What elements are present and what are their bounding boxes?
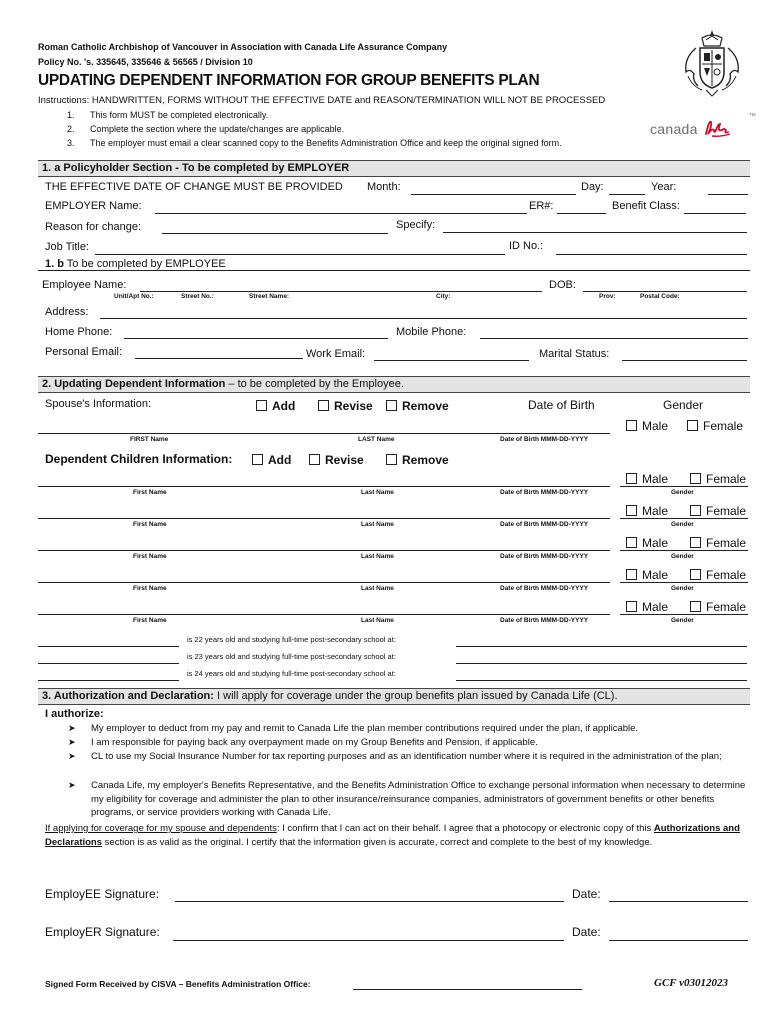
id-no-field[interactable] — [556, 254, 747, 255]
mobile-phone-label: Mobile Phone: — [396, 326, 467, 338]
checkbox-label: Male — [642, 504, 669, 518]
checkbox-icon — [252, 454, 263, 465]
dob-caption: Date of Birth MMM-DD-YYYY — [500, 521, 589, 528]
checkbox-label: Female — [703, 419, 744, 433]
last-name-caption: Last Name — [361, 489, 394, 496]
date-of-birth-header: Date of Birth — [528, 398, 595, 412]
logo-tm: TM — [749, 112, 756, 117]
first-name-caption: First Name — [133, 489, 167, 496]
section3-header — [38, 688, 750, 705]
child-name-field[interactable] — [38, 582, 610, 583]
checkbox-label: Male — [642, 536, 669, 550]
step-1 — [67, 110, 269, 120]
bullet-arrow-icon: ➤ — [68, 723, 76, 733]
postal-code-label: Postal Code: — [640, 293, 680, 300]
address-field[interactable] — [100, 318, 747, 319]
last-name-caption: LAST Name — [358, 436, 395, 443]
gender-caption: Gender — [671, 489, 694, 496]
section3-title — [42, 690, 618, 702]
reason-field[interactable] — [162, 233, 388, 234]
student-name-field[interactable] — [38, 680, 179, 681]
personal-email-field[interactable] — [135, 358, 303, 359]
first-name-caption: First Name — [133, 553, 167, 560]
last-name-caption: Last Name — [361, 521, 394, 528]
city-label: City: — [436, 293, 451, 300]
child-female-checkbox[interactable] — [690, 600, 746, 614]
dob-field[interactable] — [583, 291, 747, 292]
section2-title-bold: 2. Updating Dependent Information — [42, 378, 226, 390]
employee-date-label: Date: — [572, 887, 601, 901]
child-name-field[interactable] — [38, 550, 610, 551]
month-label: Month: — [367, 181, 401, 193]
archdiocese-crest-icon — [676, 28, 748, 100]
step-3 — [67, 138, 562, 148]
bullet-arrow-icon: ➤ — [68, 780, 76, 790]
student-age-label: is 23 years old and studying full-time post-secondary school at: — [187, 652, 396, 661]
dob-caption: Date of Birth MMM-DD-YYYY — [500, 436, 589, 443]
checkbox-icon — [626, 473, 637, 484]
street-name-label: Street Name: — [249, 293, 290, 300]
child-female-checkbox[interactable] — [690, 536, 746, 550]
declaration-end: section is as valid as the original. I certify that the information given is accurate, correct and complete to the best of my knowledge. — [102, 836, 653, 848]
spouse-declaration — [45, 822, 749, 849]
section1-title: 1. a Policyholder Section - To be completed by EMPLOYER — [42, 162, 350, 174]
checkbox-icon — [309, 454, 320, 465]
spouse-name-field[interactable] — [38, 433, 610, 434]
child-male-checkbox[interactable] — [626, 504, 668, 518]
spouse-remove-checkbox[interactable] — [386, 399, 449, 413]
year-label: Year: — [651, 181, 677, 193]
checkbox-icon — [386, 400, 397, 411]
section2-title-rest: – to be completed by the Employee. — [225, 378, 404, 390]
employer-date-label: Date: — [572, 925, 601, 939]
student-school-field[interactable] — [456, 663, 747, 664]
benefit-class-field[interactable] — [684, 213, 746, 214]
step-text: Complete the section where the update/changes are applicable. — [90, 124, 345, 134]
child-gender-field[interactable] — [620, 614, 748, 615]
unit-label: Unit/Apt No.: — [114, 293, 154, 300]
employer-date-field[interactable] — [609, 940, 748, 941]
dob-label: DOB: — [549, 279, 576, 291]
authorize-bullet-4: Canada Life, my employer's Benefits Representative, and the Benefits Administration Office to exchange personal information when necessary to determine my eligibility for coverage and administer the plan to other insurance/reinsurance companies, administrators of government benefits or other benefits programs, or service providers working with Canada Life. — [91, 780, 746, 818]
spouse-add-checkbox[interactable] — [256, 399, 295, 413]
address-label: Address: — [45, 306, 89, 318]
employee-name-field[interactable] — [140, 291, 542, 292]
checkbox-label: Male — [642, 419, 669, 433]
authorize-bullet-2: I am responsible for paying back any overpayment made on my Group Benefits and Pension, if applicable. — [91, 737, 538, 748]
logo-mark-icon — [702, 118, 732, 136]
dob-caption: Date of Birth MMM-DD-YYYY — [500, 489, 589, 496]
step-2 — [67, 124, 345, 134]
employee-name-label: Employee Name: — [42, 279, 127, 291]
employer-name-field[interactable] — [155, 213, 527, 214]
checkbox-label: Revise — [334, 399, 373, 413]
home-phone-field[interactable] — [124, 338, 388, 339]
checkbox-label: Remove — [402, 453, 449, 467]
personal-email-label: Personal Email: — [45, 346, 123, 358]
child-female-checkbox[interactable] — [690, 504, 746, 518]
child-gender-field[interactable] — [620, 518, 748, 519]
day-label: Day: — [581, 181, 604, 193]
spouse-revise-checkbox[interactable] — [318, 399, 373, 413]
first-name-caption: FIRST Name — [130, 436, 169, 443]
spouse-male-checkbox[interactable] — [626, 419, 668, 433]
checkbox-icon — [318, 400, 329, 411]
child-gender-field[interactable] — [620, 486, 748, 487]
checkbox-icon — [690, 601, 701, 612]
er-num-field[interactable] — [557, 213, 606, 214]
checkbox-icon — [256, 400, 267, 411]
dob-caption: Date of Birth MMM-DD-YYYY — [500, 617, 589, 624]
gender-caption: Gender — [671, 585, 694, 592]
job-title-label: Job Title: — [45, 241, 90, 253]
first-name-caption: First Name — [133, 585, 167, 592]
checkbox-label: Male — [642, 568, 669, 582]
checkbox-icon — [386, 454, 397, 465]
sub-prefix: 1. — [45, 258, 55, 270]
child-male-checkbox[interactable] — [626, 600, 668, 614]
specify-field[interactable] — [443, 232, 747, 233]
job-title-field[interactable] — [95, 254, 505, 255]
reason-label: Reason for change: — [45, 221, 142, 233]
checkbox-label: Female — [706, 536, 747, 550]
received-label: Signed Form Received by CISVA – Benefits Administration Office: — [45, 979, 311, 989]
section2-header — [38, 376, 750, 393]
step-num: 2. — [67, 124, 75, 134]
child-female-checkbox[interactable] — [690, 472, 746, 486]
bullet-arrow-icon: ➤ — [68, 737, 76, 747]
received-field[interactable] — [353, 989, 582, 990]
declaration-rest: : I confirm that I can act on their behalf. I agree that a photocopy or electronic copy of this — [276, 823, 654, 834]
student-school-field[interactable] — [456, 646, 747, 647]
year-field[interactable] — [708, 194, 748, 195]
checkbox-icon — [690, 569, 701, 580]
bullet-arrow-icon: ➤ — [68, 751, 76, 761]
id-no-label: ID No.: — [509, 240, 544, 252]
declaration-underlined: If applying for coverage for my spouse and dependents — [45, 823, 277, 834]
first-name-caption: First Name — [133, 617, 167, 624]
work-email-label: Work Email: — [306, 348, 366, 360]
checkbox-label: Revise — [325, 453, 364, 467]
employee-signature-label: EmployEE Signature: — [45, 887, 160, 901]
spouse-info-label: Spouse's Information: — [45, 398, 152, 410]
child-male-checkbox[interactable] — [626, 536, 668, 550]
children-info-label: Dependent Children Information: — [45, 452, 233, 466]
student-name-field[interactable] — [38, 646, 179, 647]
gender-caption: Gender — [671, 617, 694, 624]
day-field[interactable] — [609, 194, 645, 195]
org-line: Roman Catholic Archbishop of Vancouver in Association with Canada Life Assurance Company — [38, 42, 448, 52]
authorize-bullet-1: My employer to deduct from my pay and remit to Canada Life the plan member contributions required under the plan, if applicable. — [91, 723, 639, 734]
last-name-caption: Last Name — [361, 553, 394, 560]
student-name-field[interactable] — [38, 663, 179, 664]
dob-caption: Date of Birth MMM-DD-YYYY — [500, 585, 589, 592]
student-age-label: is 24 years old and studying full-time post-secondary school at: — [187, 669, 396, 678]
sub-bold: b — [57, 258, 64, 270]
step-text: This form MUST be completed electronically. — [90, 110, 269, 120]
child-gender-field[interactable] — [620, 582, 748, 583]
last-name-caption: Last Name — [361, 585, 394, 592]
checkbox-label: Male — [642, 472, 669, 486]
checkbox-icon — [690, 505, 701, 516]
logo-text: canada — [650, 121, 698, 137]
spouse-female-checkbox[interactable] — [687, 419, 743, 433]
step-num: 1. — [67, 110, 75, 120]
month-field[interactable] — [411, 194, 576, 195]
children-revise-checkbox[interactable] — [309, 453, 364, 467]
mobile-phone-field[interactable] — [480, 338, 748, 339]
student-school-field[interactable] — [456, 680, 747, 681]
canada-life-logo — [650, 112, 756, 140]
child-name-field[interactable] — [38, 614, 610, 615]
checkbox-icon — [626, 601, 637, 612]
checkbox-label: Female — [706, 568, 747, 582]
marital-status-field[interactable] — [622, 360, 747, 361]
marital-status-label: Marital Status: — [539, 348, 610, 360]
checkbox-icon — [626, 569, 637, 580]
specify-label: Specify: — [396, 219, 436, 231]
checkbox-icon — [626, 505, 637, 516]
checkbox-label: Female — [706, 504, 747, 518]
employee-date-field[interactable] — [609, 901, 748, 902]
form-version: GCF v03012023 — [654, 977, 729, 989]
gender-caption: Gender — [671, 521, 694, 528]
employer-signature-field[interactable] — [173, 940, 564, 941]
checkbox-label: Female — [706, 600, 747, 614]
checkbox-label: Female — [706, 472, 747, 486]
gender-caption: Gender — [671, 553, 694, 560]
work-email-field[interactable] — [374, 360, 529, 361]
gender-header: Gender — [663, 398, 704, 412]
child-name-field[interactable] — [38, 518, 610, 519]
divider — [38, 270, 750, 271]
prov-label: Prov: — [599, 293, 616, 300]
dob-caption: Date of Birth MMM-DD-YYYY — [500, 553, 589, 560]
child-male-checkbox[interactable] — [626, 568, 668, 582]
children-remove-checkbox[interactable] — [386, 453, 449, 467]
authorize-bullet-3: CL to use my Social Insurance Number for tax reporting purposes and as an identification number where it is required in the administration of the plan; — [91, 751, 722, 762]
instructions: Instructions: HANDWRITTEN, FORMS WITHOUT THE EFFECTIVE DATE and REASON/TERMINATION WILL NOT BE PROCESSED — [38, 95, 606, 106]
student-age-label: is 22 years old and studying full-time post-secondary school at: — [187, 635, 396, 644]
form-title: UPDATING DEPENDENT INFORMATION FOR GROUP BENEFITS PLAN — [38, 72, 540, 89]
checkbox-icon — [690, 473, 701, 484]
street-no-label: Street No.: — [181, 293, 214, 300]
child-gender-field[interactable] — [620, 550, 748, 551]
checkbox-icon — [626, 537, 637, 548]
section1b-title — [45, 258, 226, 270]
checkbox-label: Add — [272, 399, 296, 413]
section1-header — [38, 160, 750, 177]
section3-title-bold: 3. Authorization and Declaration: — [42, 690, 214, 702]
section2-title — [42, 378, 404, 390]
er-num-label: ER#: — [529, 200, 554, 212]
employer-name-label: EMPLOYER Name: — [45, 200, 142, 212]
step-num: 3. — [67, 138, 75, 148]
policy-line: Policy No. 's. 335645, 335646 & 56565 / Division 10 — [38, 57, 253, 67]
step-text: The employer must email a clear scanned copy to the Benefits Administration Office and keep the original signed form. — [90, 138, 562, 148]
effective-date-label: THE EFFECTIVE DATE OF CHANGE MUST BE PROVIDED — [45, 181, 343, 193]
declaration-bold: Authorizations and Declarations — [45, 823, 740, 848]
i-authorize-label: I authorize: — [45, 708, 104, 720]
checkbox-icon — [687, 420, 698, 431]
home-phone-label: Home Phone: — [45, 326, 113, 338]
checkbox-label: Add — [268, 453, 292, 467]
last-name-caption: Last Name — [361, 617, 394, 624]
child-name-field[interactable] — [38, 486, 610, 487]
checkbox-icon — [626, 420, 637, 431]
employer-signature-label: EmployER Signature: — [45, 925, 160, 939]
section3-title-rest: I will apply for coverage under the group benefits plan issued by Canada Life (CL). — [213, 690, 618, 702]
employee-signature-field[interactable] — [175, 901, 564, 902]
child-female-checkbox[interactable] — [690, 568, 746, 582]
sub-rest: To be completed by EMPLOYEE — [66, 258, 226, 270]
checkbox-icon — [690, 537, 701, 548]
children-add-checkbox[interactable] — [252, 453, 291, 467]
child-male-checkbox[interactable] — [626, 472, 668, 486]
checkbox-label: Remove — [402, 399, 449, 413]
checkbox-label: Male — [642, 600, 669, 614]
first-name-caption: First Name — [133, 521, 167, 528]
benefit-class-label: Benefit Class: — [612, 200, 680, 212]
